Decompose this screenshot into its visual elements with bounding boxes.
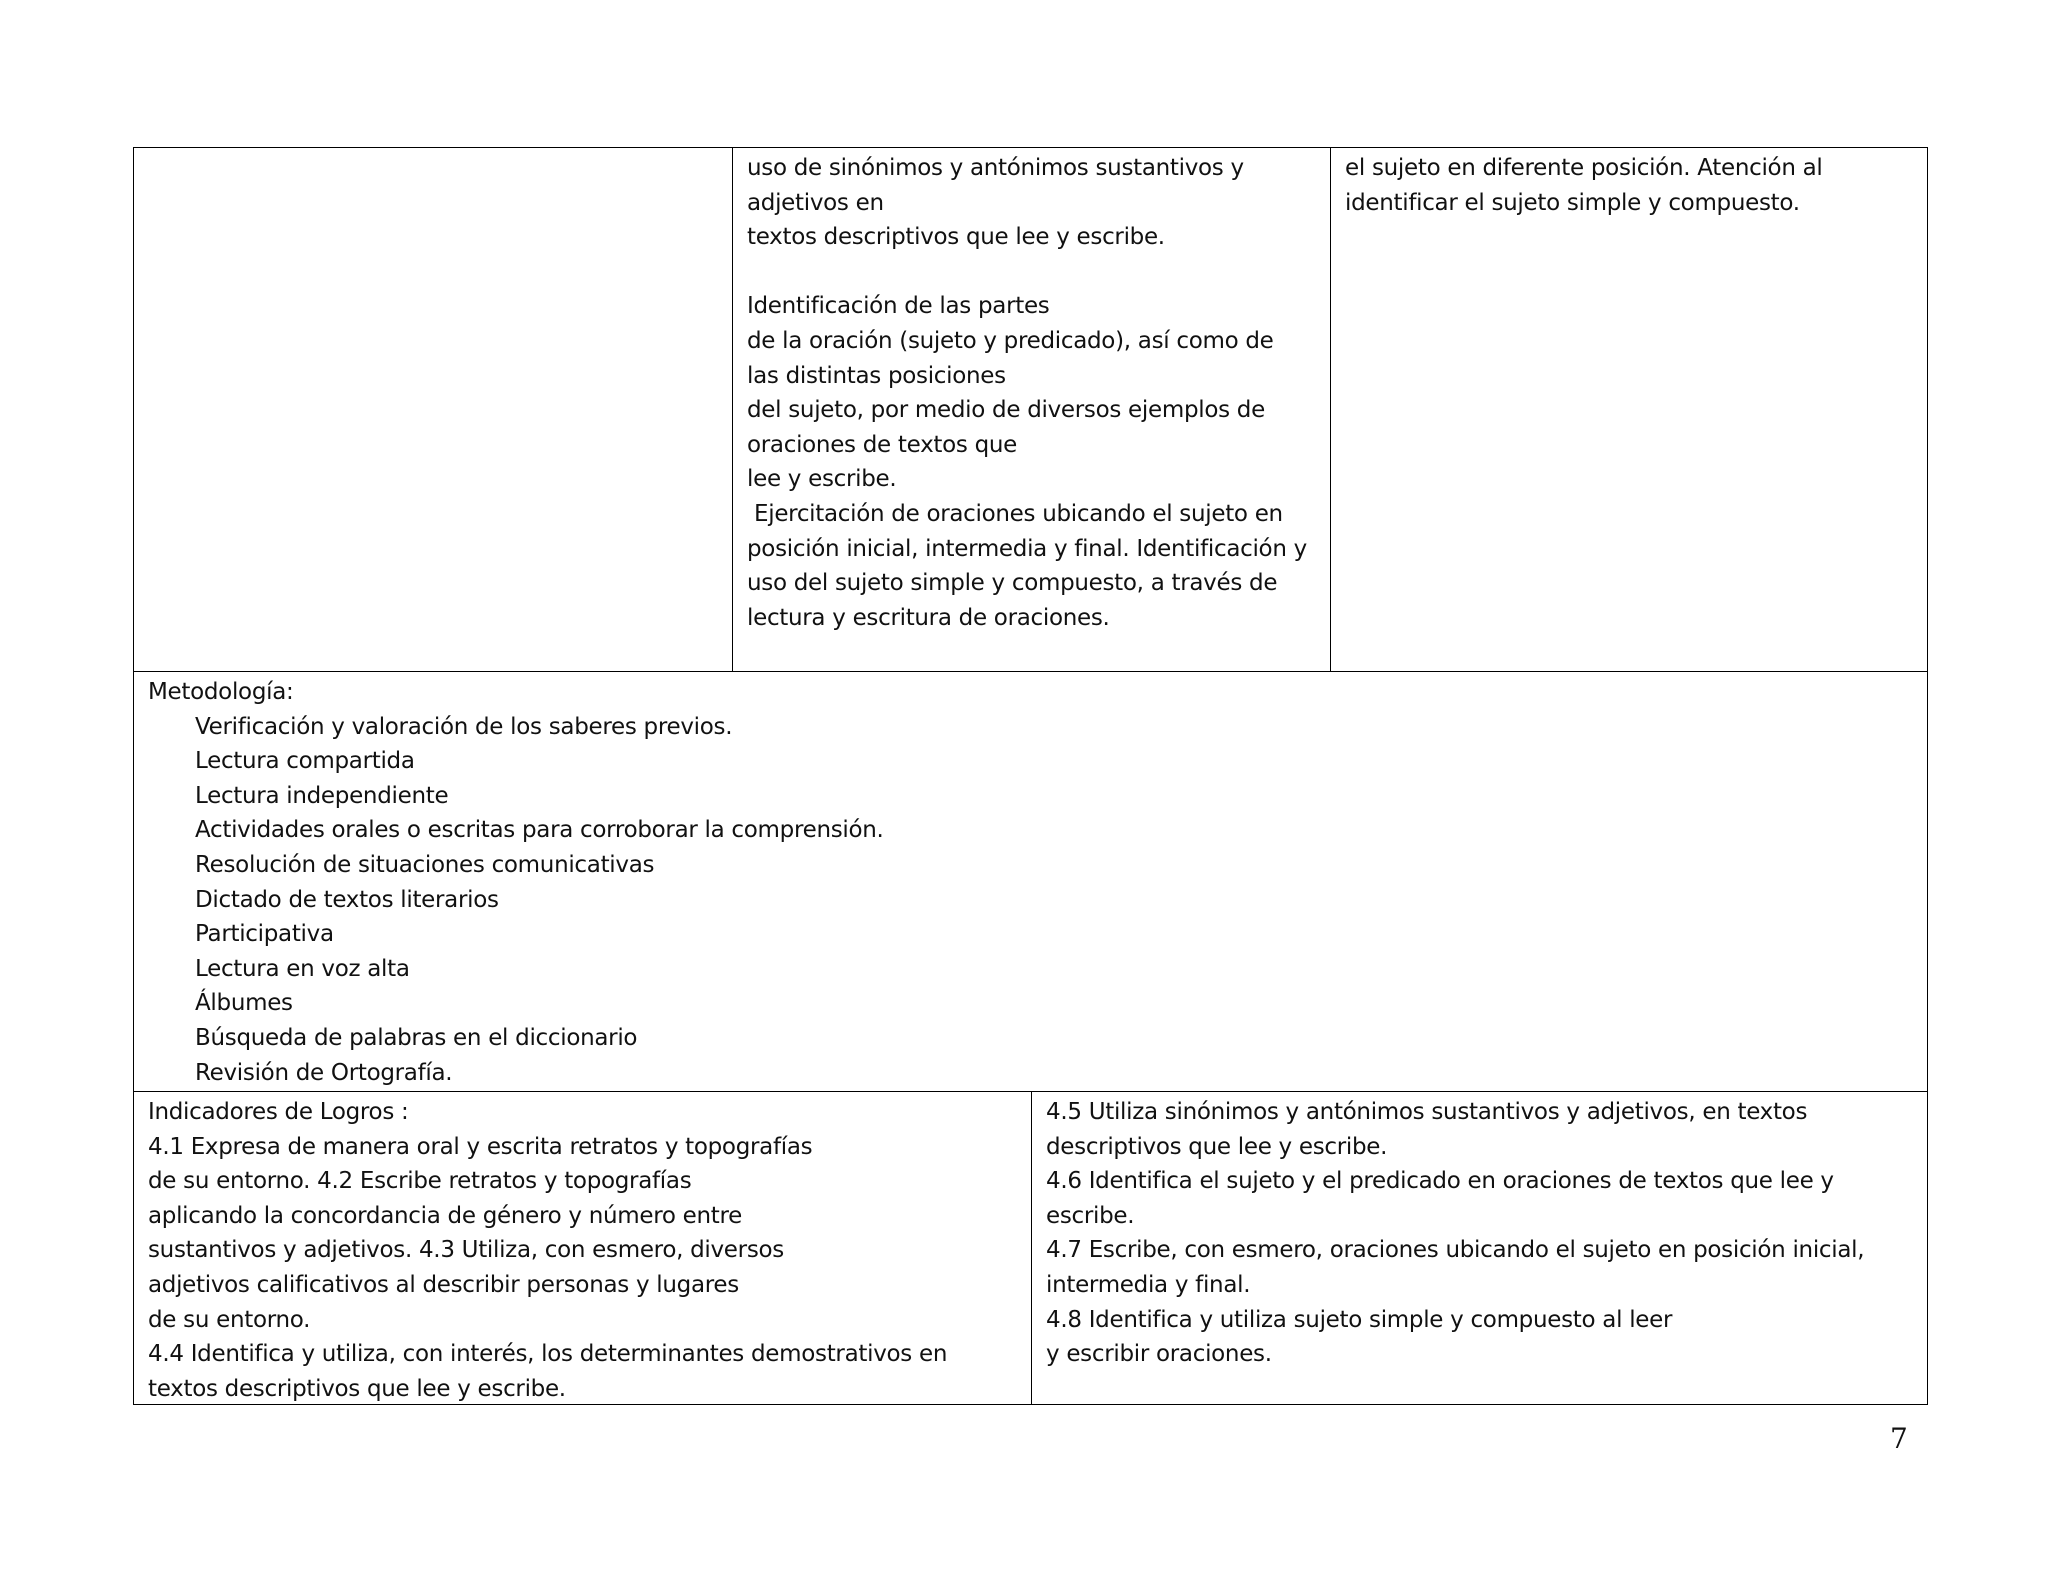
text-line: adjetivos en (747, 189, 884, 216)
text-line: Identificación de las partes (747, 293, 1050, 320)
metodologia-item: Verificación y valoración de los saberes previos. (195, 713, 733, 740)
metodologia-item: Revisión de Ortografía. (195, 1059, 453, 1086)
text-line: posición inicial, intermedia y final. Identificación y (747, 535, 1307, 562)
metodologia-item: Lectura independiente (195, 782, 449, 809)
text-line: de su entorno. (148, 1306, 311, 1333)
text-line: aplicando la concordancia de género y número entre (148, 1202, 743, 1229)
text-line: lectura y escritura de oraciones. (747, 604, 1110, 631)
text-line (747, 255, 1307, 290)
text-line: uso de sinónimos y antónimos sustantivos y (747, 155, 1244, 181)
text-line: el sujeto en diferente posición. Atención al (1345, 155, 1823, 181)
page-number: 7 (1890, 1422, 1908, 1455)
text-line: y escribir oraciones. (1046, 1341, 1272, 1368)
metodologia-item: Lectura compartida (195, 748, 415, 775)
indicadores-heading: Indicadores de Logros : (148, 1099, 409, 1125)
text-line: uso del sujeto simple y compuesto, a través de (747, 570, 1278, 597)
metodologia-item: Álbumes (195, 990, 293, 1017)
indicadores-right-column (1046, 1095, 1864, 1372)
text-line: del sujeto, por medio de diversos ejemplos de (747, 397, 1265, 424)
text-line: lee y escribe. (747, 466, 897, 493)
text-line: 4.7 Escribe, con esmero, oraciones ubicando el sujeto en posición inicial, (1046, 1237, 1865, 1264)
text-line: 4.6 Identifica el sujeto y el predicado en oraciones de textos que lee y (1046, 1168, 1834, 1195)
text-line: 4.1 Expresa de manera oral y escrita retratos y topografías (148, 1133, 813, 1160)
content-column-2 (747, 151, 1307, 635)
indicadores-column-divider (1031, 1091, 1032, 1405)
metodologia-item: Participativa (195, 921, 334, 948)
text-line: intermedia y final. (1046, 1271, 1251, 1298)
indicadores-left-column (148, 1095, 947, 1406)
text-line: textos descriptivos que lee y escribe. (747, 224, 1165, 251)
text-line: las distintas posiciones (747, 362, 1006, 389)
text-line: adjetivos calificativos al describir personas y lugares (148, 1271, 739, 1298)
metodologia-item: Lectura en voz alta (195, 955, 410, 982)
text-line: Ejercitación de oraciones ubicando el sujeto en (747, 500, 1283, 527)
metodologia-item: Resolución de situaciones comunicativas (195, 851, 655, 878)
metodologia-item: Búsqueda de palabras en el diccionario (195, 1024, 638, 1051)
text-line: escribe. (1046, 1202, 1135, 1229)
metodologia-item: Dictado de textos literarios (195, 886, 499, 913)
text-line: sustantivos y adjetivos. 4.3 Utiliza, con esmero, diversos (148, 1237, 784, 1264)
text-line: 4.8 Identifica y utiliza sujeto simple y compuesto al leer (1046, 1306, 1673, 1333)
metodologia-heading: Metodología: (148, 679, 294, 705)
metodologia-item: Actividades orales o escritas para corroborar la comprensión. (195, 817, 884, 844)
column-divider-2 (1330, 147, 1331, 672)
text-line: oraciones de textos que (747, 431, 1017, 458)
text-line: descriptivos que lee y escribe. (1046, 1133, 1388, 1160)
content-column-3 (1345, 151, 1823, 220)
text-line: textos descriptivos que lee y escribe. (148, 1375, 566, 1402)
column-divider-1 (732, 147, 733, 672)
text-line: 4.5 Utiliza sinónimos y antónimos sustantivos y adjetivos, en textos (1046, 1099, 1808, 1125)
text-line: de su entorno. 4.2 Escribe retratos y topografías (148, 1168, 692, 1195)
metodologia-content (148, 675, 884, 1090)
text-line: 4.4 Identifica y utiliza, con interés, los determinantes demostrativos en (148, 1341, 948, 1368)
text-line: de la oración (sujeto y predicado), así como de (747, 327, 1274, 354)
text-line: identificar el sujeto simple y compuesto. (1345, 189, 1800, 216)
